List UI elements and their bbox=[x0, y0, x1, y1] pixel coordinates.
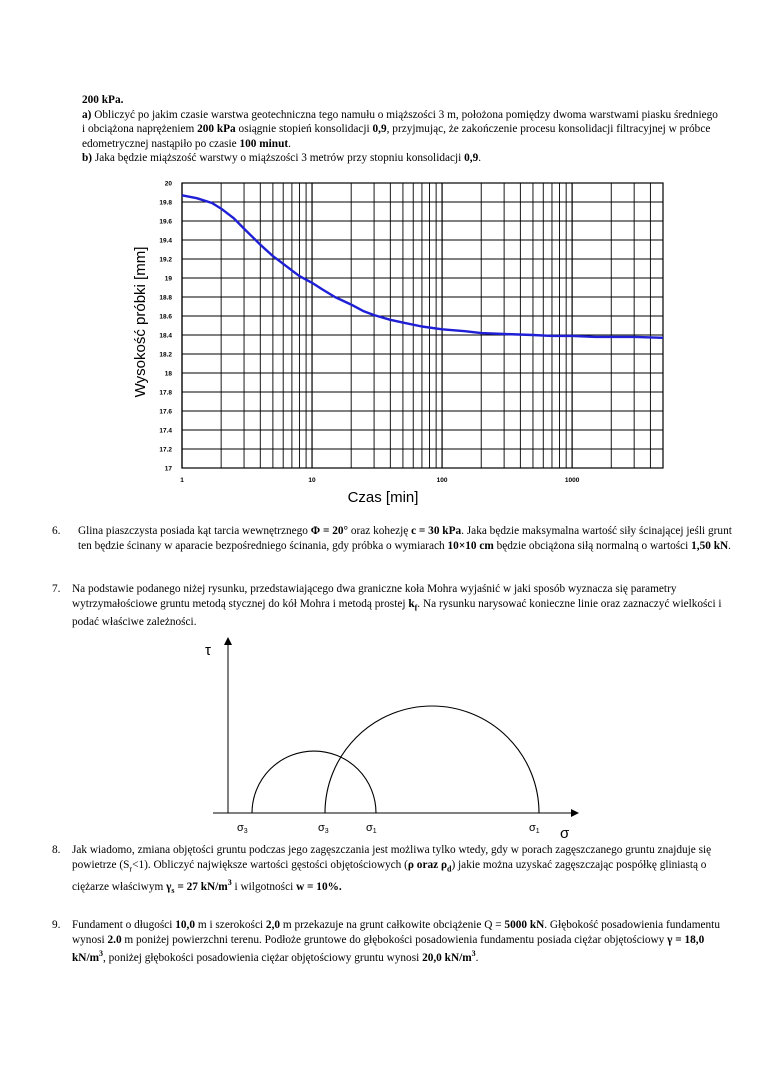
y-tick-label: 20 bbox=[164, 180, 172, 188]
y-tick-label: 18 bbox=[164, 370, 172, 378]
y-tick-label: 18.4 bbox=[159, 332, 172, 340]
sigma3-label-a: σ3 bbox=[237, 822, 248, 835]
problem-intro bbox=[82, 93, 722, 166]
sigma3-label-b: σ3 bbox=[318, 822, 329, 835]
x-tick-label: 10 bbox=[308, 477, 316, 484]
consolidation-chart bbox=[120, 170, 680, 515]
mohr-circles-diagram bbox=[195, 635, 585, 845]
x-axis-label: Czas [min] bbox=[347, 489, 419, 506]
y-axis-label: Wysokość próbki [mm] bbox=[132, 246, 149, 398]
question-6: 6. Glina piaszczysta posiada kąt tarcia wewnętrznego Φ = 20° oraz kohezję c = 30 kPa. Jaka będzie maksymalna wartość siły ścinającej jeśli grunt ten będzie ścinany w aparacie bezpośredniego ścinania, gdy próbka o wymiarach 10×10 cm będzie obciążona siłą normalną o wartości 1,50 kN. bbox=[52, 525, 732, 552]
y-tick-label: 19.4 bbox=[159, 237, 172, 245]
part-b: b) Jaka będzie miąższość warstwy o miąższości 3 metrów przy stopniu konsolidacji 0,9. bbox=[82, 152, 482, 165]
y-tick-label: 17.4 bbox=[159, 427, 172, 435]
question-number: 7. bbox=[52, 583, 61, 595]
y-tick-label: 18.2 bbox=[159, 351, 172, 359]
y-tick-label: 17.6 bbox=[159, 408, 172, 416]
y-tick-label: 19.2 bbox=[159, 256, 172, 264]
y-tick-label: 19 bbox=[164, 275, 172, 283]
y-tick-label: 17.8 bbox=[159, 389, 172, 397]
question-number: 9. bbox=[52, 919, 61, 931]
sigma1-label-a: σ1 bbox=[366, 822, 377, 835]
question-number: 8. bbox=[52, 844, 61, 856]
question-8: 8. Jak wiadomo, zmiana objętości gruntu podczas jego zagęszczania jest możliwa tylko wtedy, gdy w porach zagęszczanego gruntu znajduje się powietrze $(S_r<1)$. Obliczyć największe wartości gęstości objętościowych (ρ oraz $\rho_d$) jakie można uzyskać zagęszczając pospółkę gliniastą o ciężarze właściwym $\gamma_s = 27$ $kN/m^3$ i wilgotności w = 10%. bbox=[52, 844, 712, 896]
intro-first-line: 200 kPa. bbox=[82, 94, 124, 106]
question-7: 7. Na podstawie podanego niżej rysunku, przedstawiającego dwa graniczne koła Mohra wyjaśnić w jaki sposób wyznacza się parametry wytrzymałościowe gruntu metodą stycznej do kół Mohra i metodą prostej $k_f$. Na rysunku narysować konieczne linie oraz zaznaczyć wielkości i podać właściwe zależności. bbox=[52, 583, 722, 629]
y-tick-label: 19.8 bbox=[159, 199, 172, 207]
question-number: 6. bbox=[52, 525, 61, 537]
mohr-circle-small bbox=[252, 751, 376, 813]
y-tick-label: 17.2 bbox=[159, 446, 172, 454]
sigma1-label-b: σ1 bbox=[529, 822, 540, 835]
x-tick-label: 1000 bbox=[564, 477, 580, 484]
part-a: a) Obliczyć po jakim czasie warstwa geotechniczna tego namułu o miąższości 3 m, położona pomiędzy dwoma warstwami piasku średniego i obciążona naprężeniem 200 kPa osiągnie stopień konsolidacji 0,9, przyjmując, że zakończenie procesu konsolidacji filtracyjnej w próbce edometrycznej nastąpiło po czasie 100 minut. bbox=[82, 108, 718, 150]
y-tick-label: 18.8 bbox=[159, 294, 172, 302]
sigma-label: σ bbox=[560, 825, 570, 842]
tau-label: τ bbox=[205, 642, 211, 659]
x-tick-labels bbox=[180, 477, 580, 484]
x-tick-label: 1 bbox=[180, 477, 184, 484]
question-9: 9. Fundament o długości 10,0 m i szerokości 2,0 m przekazuje na grunt całkowite obciążenie Q = 5000 kN. Głębokość posadowienia fundamentu wynosi 2.0 m poniżej powierzchni terenu. Podłoże gruntowe do głębokości posadowienia fundamentu posiada ciężar objętościowy γ = 18,0 $kN/m^3$, poniżej głębokości posadowienia ciężar objętościowy gruntu wynosi 20,0 $kN/m^3$. bbox=[52, 919, 720, 964]
x-tick-label: 100 bbox=[436, 477, 448, 484]
y-tick-label: 17 bbox=[164, 465, 172, 473]
y-tick-labels bbox=[159, 181, 172, 473]
y-tick-label: 19.6 bbox=[159, 218, 172, 226]
y-tick-label: 18.6 bbox=[159, 313, 172, 321]
mohr-circle-large bbox=[325, 706, 539, 813]
